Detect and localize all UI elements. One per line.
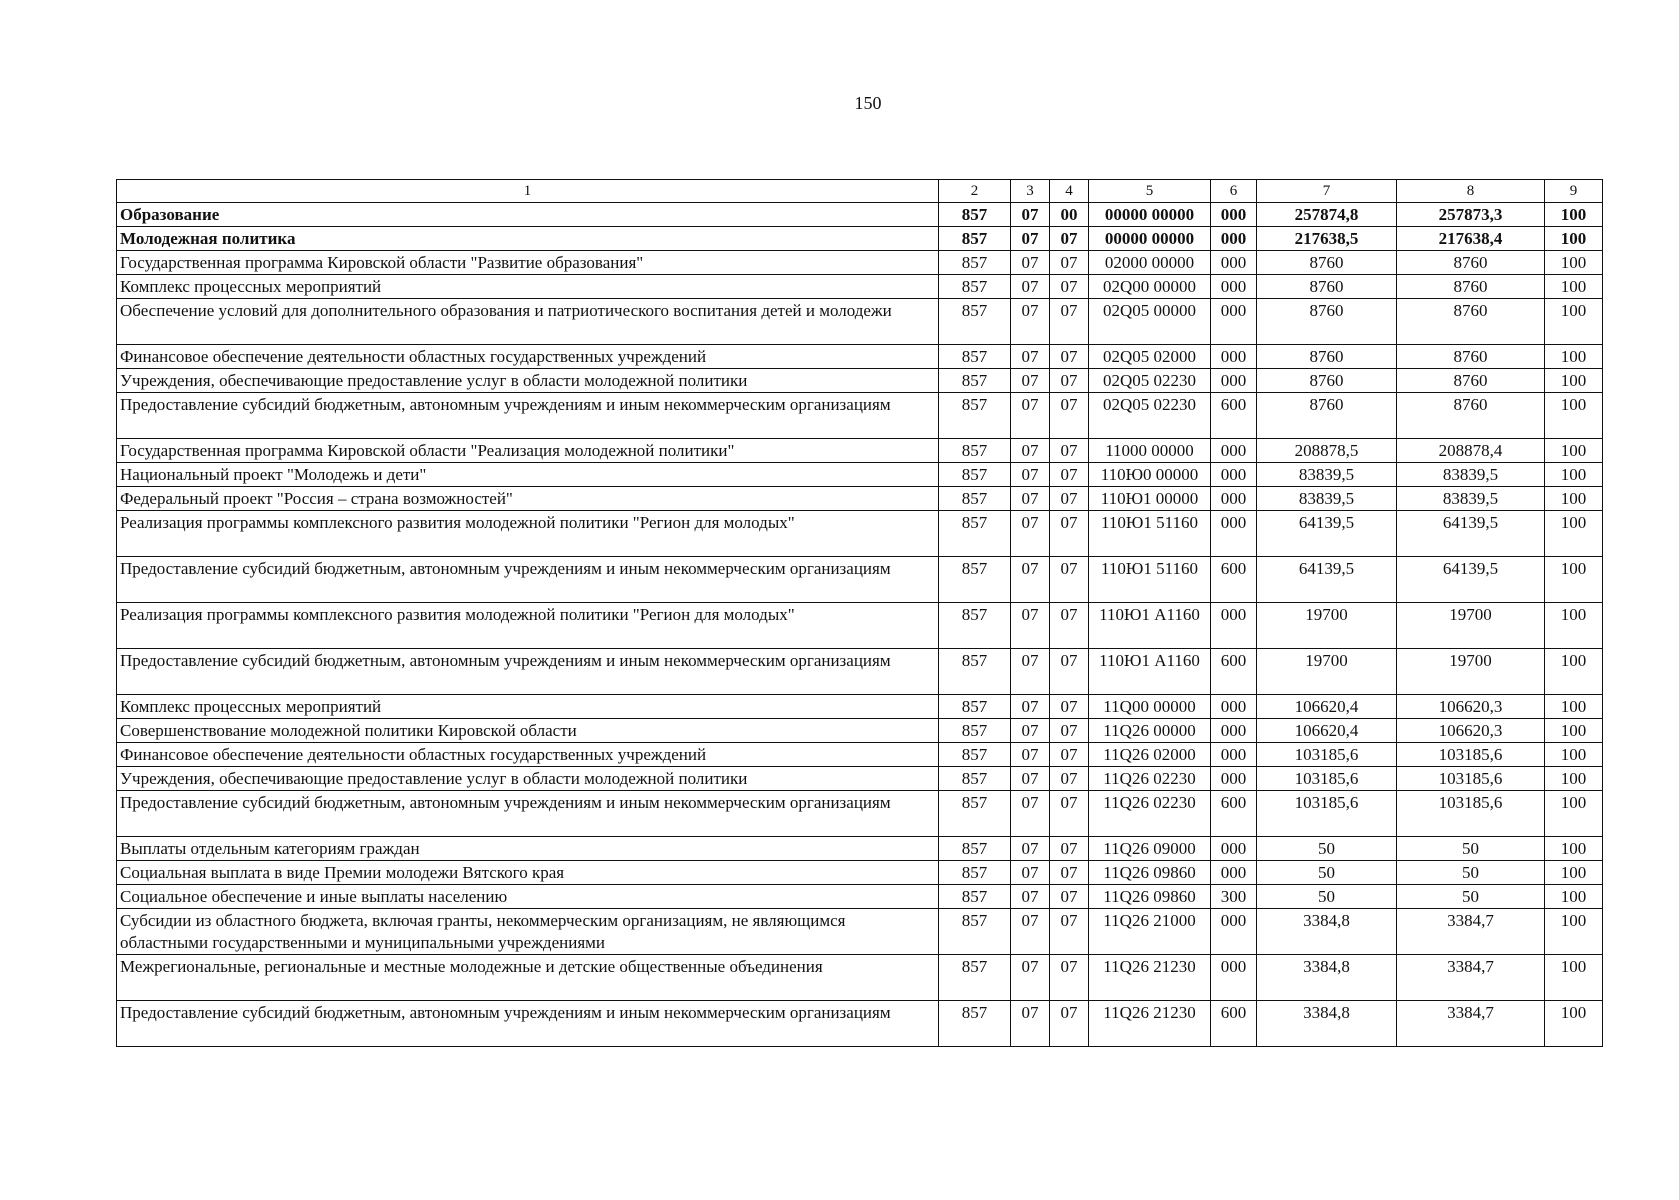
code-expense-type-cell: 000 — [1211, 603, 1257, 649]
table-row — [117, 837, 1603, 861]
code-admin-cell: 857 — [939, 439, 1011, 463]
amount-executed-cell: 8760 — [1397, 251, 1545, 275]
percent-cell: 100 — [1545, 227, 1603, 251]
row-name-cell: Предоставление субсидий бюджетным, автономным учреждениям и иным некоммерческим организациям — [117, 791, 939, 837]
code-section-cell: 07 — [1011, 1001, 1050, 1047]
table-row — [117, 1001, 1603, 1047]
code-admin-cell: 857 — [939, 743, 1011, 767]
table-row — [117, 767, 1603, 791]
row-name-cell: Комплекс процессных мероприятий — [117, 695, 939, 719]
code-subsection-cell: 07 — [1050, 955, 1089, 1001]
percent-cell: 100 — [1545, 557, 1603, 603]
code-expense-type-cell: 000 — [1211, 511, 1257, 557]
table-row — [117, 393, 1603, 439]
table-row — [117, 369, 1603, 393]
amount-executed-cell: 64139,5 — [1397, 511, 1545, 557]
code-section-cell: 07 — [1011, 463, 1050, 487]
code-admin-cell: 857 — [939, 557, 1011, 603]
code-subsection-cell: 07 — [1050, 909, 1089, 955]
percent-cell: 100 — [1545, 955, 1603, 1001]
code-section-cell: 07 — [1011, 227, 1050, 251]
code-admin-cell: 857 — [939, 885, 1011, 909]
row-name-cell: Государственная программа Кировской области "Развитие образования" — [117, 251, 939, 275]
amount-executed-cell: 83839,5 — [1397, 463, 1545, 487]
code-subsection-cell: 07 — [1050, 767, 1089, 791]
code-target-cell: 00000 00000 — [1089, 227, 1211, 251]
code-section-cell: 07 — [1011, 861, 1050, 885]
code-expense-type-cell: 000 — [1211, 861, 1257, 885]
code-subsection-cell: 07 — [1050, 393, 1089, 439]
code-expense-type-cell: 600 — [1211, 791, 1257, 837]
row-name-cell: Молодежная политика — [117, 227, 939, 251]
code-section-cell: 07 — [1011, 603, 1050, 649]
code-subsection-cell: 07 — [1050, 511, 1089, 557]
row-name-cell: Обеспечение условий для дополнительного образования и патриотического воспитания детей и молодежи — [117, 299, 939, 345]
code-admin-cell: 857 — [939, 649, 1011, 695]
amount-planned-cell: 19700 — [1257, 603, 1397, 649]
code-section-cell: 07 — [1011, 767, 1050, 791]
code-subsection-cell: 07 — [1050, 649, 1089, 695]
column-header: 9 — [1545, 180, 1603, 203]
table-row — [117, 345, 1603, 369]
table-row — [117, 909, 1603, 955]
code-target-cell: 110Ю1 51160 — [1089, 557, 1211, 603]
code-expense-type-cell: 000 — [1211, 227, 1257, 251]
row-name-cell: Предоставление субсидий бюджетным, автономным учреждениям и иным некоммерческим организациям — [117, 557, 939, 603]
table-row — [117, 719, 1603, 743]
amount-planned-cell: 217638,5 — [1257, 227, 1397, 251]
amount-executed-cell: 106620,3 — [1397, 695, 1545, 719]
percent-cell: 100 — [1545, 767, 1603, 791]
amount-executed-cell: 64139,5 — [1397, 557, 1545, 603]
code-admin-cell: 857 — [939, 511, 1011, 557]
code-target-cell: 11000 00000 — [1089, 439, 1211, 463]
code-target-cell: 11Q26 02000 — [1089, 743, 1211, 767]
code-target-cell: 02Q05 02230 — [1089, 393, 1211, 439]
percent-cell: 100 — [1545, 393, 1603, 439]
code-admin-cell: 857 — [939, 861, 1011, 885]
row-name-cell: Реализация программы комплексного развития молодежной политики "Регион для молодых" — [117, 603, 939, 649]
amount-executed-cell: 50 — [1397, 837, 1545, 861]
code-subsection-cell: 07 — [1050, 251, 1089, 275]
code-section-cell: 07 — [1011, 203, 1050, 227]
amount-planned-cell: 8760 — [1257, 345, 1397, 369]
code-expense-type-cell: 600 — [1211, 1001, 1257, 1047]
amount-planned-cell: 3384,8 — [1257, 955, 1397, 1001]
code-target-cell: 11Q26 09860 — [1089, 861, 1211, 885]
code-section-cell: 07 — [1011, 955, 1050, 1001]
percent-cell: 100 — [1545, 1001, 1603, 1047]
code-expense-type-cell: 000 — [1211, 767, 1257, 791]
table-row — [117, 955, 1603, 1001]
amount-planned-cell: 64139,5 — [1257, 511, 1397, 557]
table-row — [117, 203, 1603, 227]
code-admin-cell: 857 — [939, 1001, 1011, 1047]
code-admin-cell: 857 — [939, 603, 1011, 649]
page-number: 150 — [854, 93, 882, 113]
code-expense-type-cell: 000 — [1211, 345, 1257, 369]
code-admin-cell: 857 — [939, 463, 1011, 487]
code-expense-type-cell: 000 — [1211, 743, 1257, 767]
code-expense-type-cell: 000 — [1211, 695, 1257, 719]
code-expense-type-cell: 000 — [1211, 439, 1257, 463]
table-row — [117, 439, 1603, 463]
row-name-cell: Совершенствование молодежной политики Кировской области — [117, 719, 939, 743]
row-name-cell: Социальная выплата в виде Премии молодежи Вятского края — [117, 861, 939, 885]
table-row — [117, 251, 1603, 275]
amount-planned-cell: 83839,5 — [1257, 463, 1397, 487]
amount-executed-cell: 50 — [1397, 885, 1545, 909]
budget-table — [116, 179, 1603, 1047]
percent-cell: 100 — [1545, 439, 1603, 463]
code-target-cell: 11Q26 09000 — [1089, 837, 1211, 861]
code-section-cell: 07 — [1011, 557, 1050, 603]
code-expense-type-cell: 000 — [1211, 369, 1257, 393]
code-expense-type-cell: 600 — [1211, 557, 1257, 603]
column-header: 8 — [1397, 180, 1545, 203]
code-expense-type-cell: 000 — [1211, 487, 1257, 511]
code-subsection-cell: 07 — [1050, 885, 1089, 909]
code-target-cell: 02Q00 00000 — [1089, 275, 1211, 299]
table-row — [117, 275, 1603, 299]
code-expense-type-cell: 000 — [1211, 299, 1257, 345]
amount-executed-cell: 50 — [1397, 861, 1545, 885]
code-subsection-cell: 07 — [1050, 743, 1089, 767]
code-admin-cell: 857 — [939, 487, 1011, 511]
amount-executed-cell: 8760 — [1397, 369, 1545, 393]
code-admin-cell: 857 — [939, 299, 1011, 345]
amount-planned-cell: 8760 — [1257, 369, 1397, 393]
percent-cell: 100 — [1545, 719, 1603, 743]
code-target-cell: 110Ю1 A1160 — [1089, 649, 1211, 695]
percent-cell: 100 — [1545, 649, 1603, 695]
percent-cell: 100 — [1545, 275, 1603, 299]
column-header: 1 — [117, 180, 939, 203]
percent-cell: 100 — [1545, 603, 1603, 649]
code-section-cell: 07 — [1011, 275, 1050, 299]
amount-planned-cell: 257874,8 — [1257, 203, 1397, 227]
code-target-cell: 11Q00 00000 — [1089, 695, 1211, 719]
code-section-cell: 07 — [1011, 837, 1050, 861]
code-admin-cell: 857 — [939, 393, 1011, 439]
column-header: 5 — [1089, 180, 1211, 203]
percent-cell: 100 — [1545, 885, 1603, 909]
code-subsection-cell: 07 — [1050, 695, 1089, 719]
column-header: 4 — [1050, 180, 1089, 203]
percent-cell: 100 — [1545, 251, 1603, 275]
code-section-cell: 07 — [1011, 393, 1050, 439]
percent-cell: 100 — [1545, 345, 1603, 369]
percent-cell: 100 — [1545, 463, 1603, 487]
code-admin-cell: 857 — [939, 345, 1011, 369]
amount-planned-cell: 8760 — [1257, 275, 1397, 299]
amount-executed-cell: 103185,6 — [1397, 743, 1545, 767]
code-section-cell: 07 — [1011, 791, 1050, 837]
code-expense-type-cell: 300 — [1211, 885, 1257, 909]
code-admin-cell: 857 — [939, 227, 1011, 251]
amount-planned-cell: 106620,4 — [1257, 695, 1397, 719]
code-subsection-cell: 07 — [1050, 861, 1089, 885]
code-section-cell: 07 — [1011, 649, 1050, 695]
amount-planned-cell: 50 — [1257, 837, 1397, 861]
code-expense-type-cell: 000 — [1211, 275, 1257, 299]
code-target-cell: 110Ю0 00000 — [1089, 463, 1211, 487]
row-name-cell: Финансовое обеспечение деятельности областных государственных учреждений — [117, 345, 939, 369]
code-subsection-cell: 07 — [1050, 603, 1089, 649]
amount-planned-cell: 8760 — [1257, 251, 1397, 275]
percent-cell: 100 — [1545, 511, 1603, 557]
amount-executed-cell: 3384,7 — [1397, 909, 1545, 955]
code-admin-cell: 857 — [939, 369, 1011, 393]
code-expense-type-cell: 600 — [1211, 649, 1257, 695]
row-name-cell: Комплекс процессных мероприятий — [117, 275, 939, 299]
row-name-cell: Учреждения, обеспечивающие предоставление услуг в области молодежной политики — [117, 369, 939, 393]
amount-planned-cell: 19700 — [1257, 649, 1397, 695]
amount-executed-cell: 3384,7 — [1397, 955, 1545, 1001]
code-target-cell: 02Q05 00000 — [1089, 299, 1211, 345]
code-admin-cell: 857 — [939, 719, 1011, 743]
code-section-cell: 07 — [1011, 909, 1050, 955]
amount-planned-cell: 3384,8 — [1257, 1001, 1397, 1047]
code-expense-type-cell: 000 — [1211, 955, 1257, 1001]
code-subsection-cell: 07 — [1050, 837, 1089, 861]
code-admin-cell: 857 — [939, 955, 1011, 1001]
code-admin-cell: 857 — [939, 909, 1011, 955]
percent-cell: 100 — [1545, 909, 1603, 955]
amount-executed-cell: 19700 — [1397, 649, 1545, 695]
row-name-cell: Федеральный проект "Россия – страна возможностей" — [117, 487, 939, 511]
code-admin-cell: 857 — [939, 251, 1011, 275]
code-target-cell: 11Q26 21000 — [1089, 909, 1211, 955]
amount-executed-cell: 103185,6 — [1397, 767, 1545, 791]
code-admin-cell: 857 — [939, 767, 1011, 791]
table-row — [117, 487, 1603, 511]
percent-cell: 100 — [1545, 487, 1603, 511]
code-expense-type-cell: 000 — [1211, 719, 1257, 743]
amount-planned-cell: 103185,6 — [1257, 743, 1397, 767]
percent-cell: 100 — [1545, 837, 1603, 861]
code-section-cell: 07 — [1011, 743, 1050, 767]
percent-cell: 100 — [1545, 791, 1603, 837]
row-name-cell: Предоставление субсидий бюджетным, автономным учреждениям и иным некоммерческим организациям — [117, 649, 939, 695]
row-name-cell: Межрегиональные, региональные и местные молодежные и детские общественные объединения — [117, 955, 939, 1001]
table-row — [117, 695, 1603, 719]
amount-executed-cell: 8760 — [1397, 393, 1545, 439]
code-subsection-cell: 07 — [1050, 227, 1089, 251]
amount-executed-cell: 106620,3 — [1397, 719, 1545, 743]
row-name-cell: Социальное обеспечение и иные выплаты населению — [117, 885, 939, 909]
percent-cell: 100 — [1545, 861, 1603, 885]
column-header: 2 — [939, 180, 1011, 203]
amount-executed-cell: 103185,6 — [1397, 791, 1545, 837]
row-name-cell: Государственная программа Кировской области "Реализация молодежной политики" — [117, 439, 939, 463]
code-subsection-cell: 07 — [1050, 1001, 1089, 1047]
code-admin-cell: 857 — [939, 695, 1011, 719]
table-header-row — [117, 180, 1603, 203]
row-name-cell: Субсидии из областного бюджета, включая гранты, некоммерческим организациям, не являющимся областными государственными и муниципальными учреждениями — [117, 909, 939, 955]
row-name-cell: Финансовое обеспечение деятельности областных государственных учреждений — [117, 743, 939, 767]
code-section-cell: 07 — [1011, 345, 1050, 369]
code-target-cell: 110Ю1 A1160 — [1089, 603, 1211, 649]
code-subsection-cell: 07 — [1050, 299, 1089, 345]
column-header: 6 — [1211, 180, 1257, 203]
column-header: 3 — [1011, 180, 1050, 203]
code-section-cell: 07 — [1011, 487, 1050, 511]
percent-cell: 100 — [1545, 369, 1603, 393]
code-subsection-cell: 07 — [1050, 275, 1089, 299]
code-target-cell: 110Ю1 00000 — [1089, 487, 1211, 511]
code-section-cell: 07 — [1011, 511, 1050, 557]
code-target-cell: 02000 00000 — [1089, 251, 1211, 275]
code-admin-cell: 857 — [939, 275, 1011, 299]
code-subsection-cell: 07 — [1050, 719, 1089, 743]
code-subsection-cell: 07 — [1050, 791, 1089, 837]
code-subsection-cell: 07 — [1050, 439, 1089, 463]
code-expense-type-cell: 600 — [1211, 393, 1257, 439]
code-subsection-cell: 00 — [1050, 203, 1089, 227]
amount-executed-cell: 208878,4 — [1397, 439, 1545, 463]
table-row — [117, 557, 1603, 603]
code-target-cell: 11Q26 02230 — [1089, 791, 1211, 837]
code-target-cell: 11Q26 21230 — [1089, 1001, 1211, 1047]
amount-executed-cell: 83839,5 — [1397, 487, 1545, 511]
percent-cell: 100 — [1545, 203, 1603, 227]
amount-executed-cell: 19700 — [1397, 603, 1545, 649]
code-target-cell: 00000 00000 — [1089, 203, 1211, 227]
code-subsection-cell: 07 — [1050, 369, 1089, 393]
amount-executed-cell: 217638,4 — [1397, 227, 1545, 251]
code-section-cell: 07 — [1011, 299, 1050, 345]
amount-planned-cell: 83839,5 — [1257, 487, 1397, 511]
code-target-cell: 02Q05 02230 — [1089, 369, 1211, 393]
amount-planned-cell: 64139,5 — [1257, 557, 1397, 603]
amount-planned-cell: 50 — [1257, 885, 1397, 909]
code-section-cell: 07 — [1011, 439, 1050, 463]
code-section-cell: 07 — [1011, 719, 1050, 743]
row-name-cell: Выплаты отдельным категориям граждан — [117, 837, 939, 861]
row-name-cell: Образование — [117, 203, 939, 227]
code-section-cell: 07 — [1011, 885, 1050, 909]
code-section-cell: 07 — [1011, 251, 1050, 275]
table-row — [117, 511, 1603, 557]
code-expense-type-cell: 000 — [1211, 463, 1257, 487]
code-expense-type-cell: 000 — [1211, 251, 1257, 275]
row-name-cell: Реализация программы комплексного развития молодежной политики "Регион для молодых" — [117, 511, 939, 557]
code-subsection-cell: 07 — [1050, 463, 1089, 487]
amount-planned-cell: 208878,5 — [1257, 439, 1397, 463]
table-row — [117, 791, 1603, 837]
code-target-cell: 11Q26 00000 — [1089, 719, 1211, 743]
percent-cell: 100 — [1545, 743, 1603, 767]
percent-cell: 100 — [1545, 695, 1603, 719]
amount-planned-cell: 8760 — [1257, 299, 1397, 345]
code-target-cell: 02Q05 02000 — [1089, 345, 1211, 369]
amount-planned-cell: 50 — [1257, 861, 1397, 885]
amount-planned-cell: 3384,8 — [1257, 909, 1397, 955]
amount-executed-cell: 257873,3 — [1397, 203, 1545, 227]
table-row — [117, 649, 1603, 695]
code-target-cell: 11Q26 09860 — [1089, 885, 1211, 909]
amount-planned-cell: 106620,4 — [1257, 719, 1397, 743]
code-expense-type-cell: 000 — [1211, 203, 1257, 227]
code-expense-type-cell: 000 — [1211, 909, 1257, 955]
table-row — [117, 885, 1603, 909]
table-row — [117, 861, 1603, 885]
code-expense-type-cell: 000 — [1211, 837, 1257, 861]
row-name-cell: Предоставление субсидий бюджетным, автономным учреждениям и иным некоммерческим организациям — [117, 393, 939, 439]
amount-planned-cell: 8760 — [1257, 393, 1397, 439]
amount-planned-cell: 103185,6 — [1257, 767, 1397, 791]
code-subsection-cell: 07 — [1050, 557, 1089, 603]
code-section-cell: 07 — [1011, 369, 1050, 393]
code-section-cell: 07 — [1011, 695, 1050, 719]
code-target-cell: 11Q26 02230 — [1089, 767, 1211, 791]
amount-executed-cell: 8760 — [1397, 345, 1545, 369]
amount-executed-cell: 8760 — [1397, 275, 1545, 299]
table-row — [117, 743, 1603, 767]
code-admin-cell: 857 — [939, 791, 1011, 837]
code-target-cell: 110Ю1 51160 — [1089, 511, 1211, 557]
code-target-cell: 11Q26 21230 — [1089, 955, 1211, 1001]
code-admin-cell: 857 — [939, 837, 1011, 861]
table-row — [117, 227, 1603, 251]
amount-executed-cell: 8760 — [1397, 299, 1545, 345]
column-header: 7 — [1257, 180, 1397, 203]
row-name-cell: Предоставление субсидий бюджетным, автономным учреждениям и иным некоммерческим организациям — [117, 1001, 939, 1047]
table-row — [117, 603, 1603, 649]
amount-executed-cell: 3384,7 — [1397, 1001, 1545, 1047]
amount-planned-cell: 103185,6 — [1257, 791, 1397, 837]
row-name-cell: Учреждения, обеспечивающие предоставление услуг в области молодежной политики — [117, 767, 939, 791]
table-row — [117, 299, 1603, 345]
code-admin-cell: 857 — [939, 203, 1011, 227]
code-subsection-cell: 07 — [1050, 487, 1089, 511]
row-name-cell: Национальный проект "Молодежь и дети" — [117, 463, 939, 487]
code-subsection-cell: 07 — [1050, 345, 1089, 369]
percent-cell: 100 — [1545, 299, 1603, 345]
table-row — [117, 463, 1603, 487]
